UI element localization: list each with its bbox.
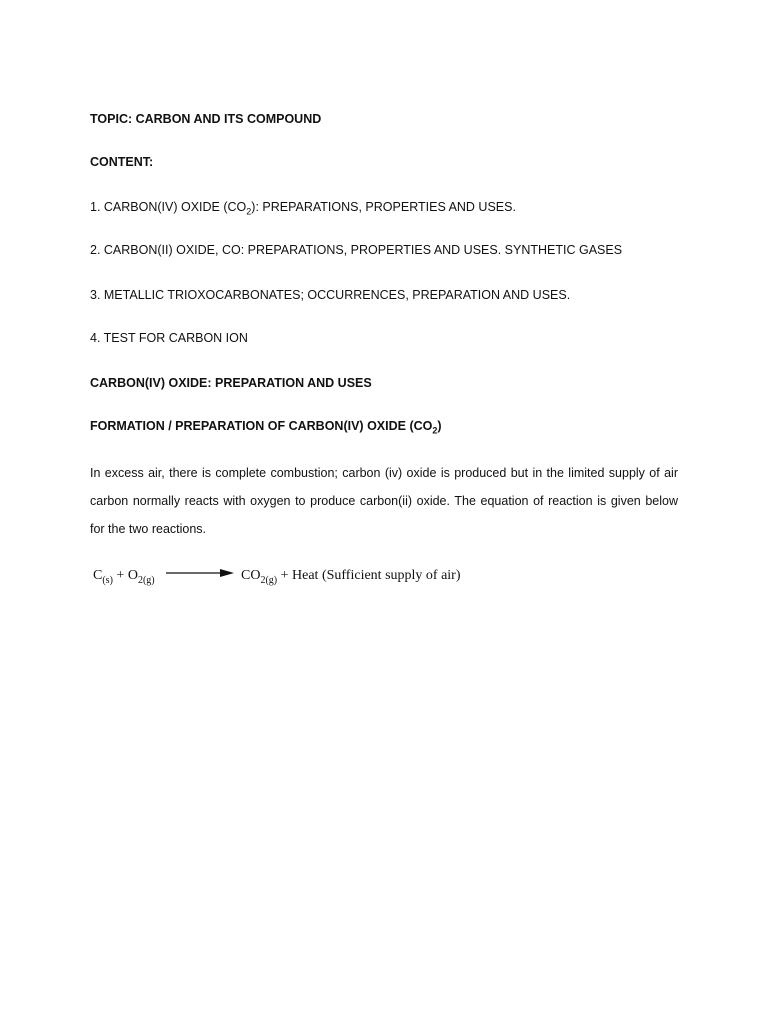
plus-sign: + bbox=[112, 568, 128, 583]
reactant-carbon-state: (s) bbox=[102, 575, 113, 586]
topic-heading: TOPIC: CARBON AND ITS COMPOUND bbox=[90, 112, 322, 126]
subsection-heading-subscript: 2 bbox=[432, 425, 438, 436]
subsection-heading-prefix: FORMATION / PREPARATION OF CARBON(IV) OXIDE (CO bbox=[90, 419, 433, 433]
content-item-1-prefix: 1. CARBON(IV) OXIDE (CO bbox=[90, 200, 247, 214]
content-item-1-suffix: ): PREPARATIONS, PROPERTIES AND USES. bbox=[251, 200, 516, 214]
content-item-1-subscript: 2 bbox=[246, 206, 252, 217]
subsection-heading bbox=[90, 418, 442, 439]
section-heading: CARBON(IV) OXIDE: PREPARATION AND USES bbox=[90, 376, 372, 390]
content-item-1 bbox=[90, 199, 516, 220]
chemical-equation bbox=[93, 563, 513, 591]
content-item-3: 3. METALLIC TRIOXOCARBONATES; OCCURRENCES, PREPARATION AND USES. bbox=[90, 288, 571, 302]
content-heading: CONTENT: bbox=[90, 155, 154, 169]
subsection-heading-suffix: ) bbox=[437, 419, 442, 433]
content-item-2: 2. CARBON(II) OXIDE, CO: PREPARATIONS, PROPERTIES AND USES. SYNTHETIC GASES bbox=[90, 243, 623, 257]
product-co2: CO bbox=[241, 568, 261, 583]
equation-reactants bbox=[93, 567, 155, 586]
equation-products bbox=[241, 567, 461, 586]
reactant-oxygen-state: 2(g) bbox=[137, 575, 155, 586]
reaction-arrow-icon bbox=[166, 567, 234, 579]
product-co2-state: 2(g) bbox=[260, 575, 278, 586]
product-rest: + Heat (Sufficient supply of air) bbox=[277, 568, 461, 583]
content-item-4: 4. TEST FOR CARBON ION bbox=[90, 331, 248, 345]
body-paragraph: In excess air, there is complete combustion; carbon (iv) oxide is produced but in the limited supply of air carbon normally reacts with oxygen to produce carbon(ii) oxide. The equation of reaction is given below for the two reactions. bbox=[90, 466, 678, 536]
reactant-oxygen: O bbox=[127, 568, 138, 583]
reactant-carbon: C bbox=[93, 568, 103, 583]
